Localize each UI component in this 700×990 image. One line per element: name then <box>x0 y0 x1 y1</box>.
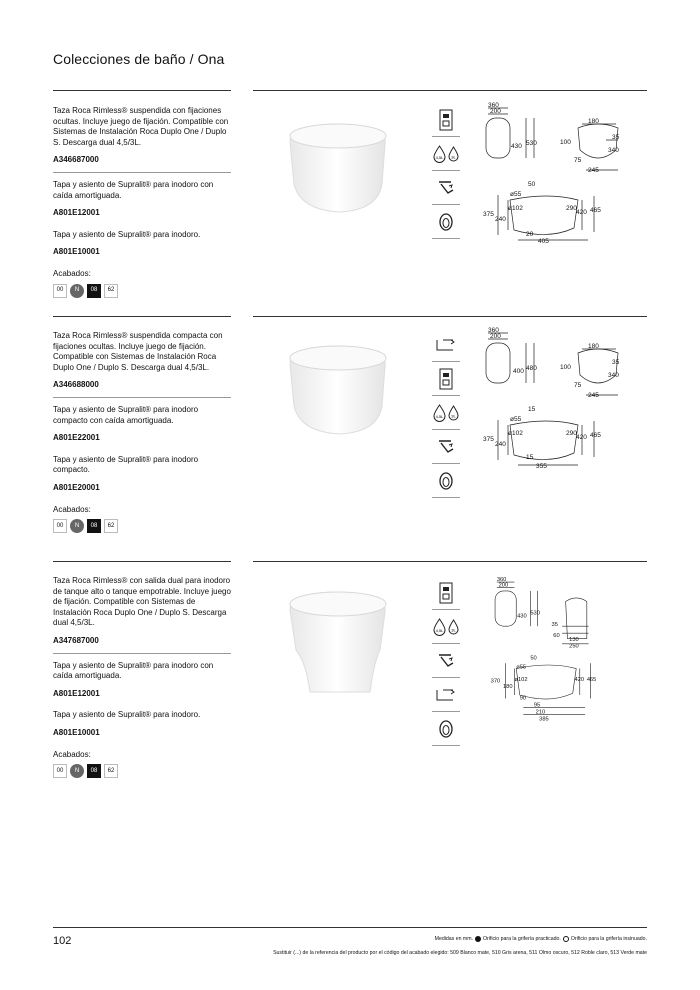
page-number: 102 <box>53 935 72 947</box>
finish-swatch[interactable]: N <box>70 284 84 298</box>
dim-label: 480 <box>526 365 537 372</box>
dimension-labels <box>483 327 620 470</box>
divider <box>53 653 231 654</box>
finish-swatch[interactable]: 62 <box>104 764 118 778</box>
dual-flush-icon <box>432 396 460 430</box>
dim-label: 340 <box>608 147 619 154</box>
dim-label: ø102 <box>508 205 523 212</box>
dim-label: 245 <box>588 167 599 174</box>
dimension-labels <box>483 102 620 245</box>
dim-label: 530 <box>526 140 537 147</box>
seat-text: Tapa y asiento de Supralit® para inodoro con caída amortiguada. <box>53 179 214 200</box>
flush-small-label: 3L <box>451 154 456 159</box>
finish-code-note: Sustituir (...) de la referencia del producto por el código del acabado elegido: 509 Blanco mate, 510 Gris arena, 511 Olmo oscuro, 512 Roble claro, 513 Verde mate <box>273 950 647 956</box>
finish-swatch[interactable]: 08 <box>87 284 101 298</box>
flush-large-label: 4,5L <box>435 154 444 160</box>
dim-label: 20 <box>526 231 534 238</box>
dimension-labels <box>491 577 597 722</box>
dim-label: 465 <box>586 676 597 683</box>
dim-label: 375 <box>483 211 494 218</box>
dim-label: 430 <box>511 143 522 150</box>
dim-label: 400 <box>513 368 524 375</box>
section-divider <box>53 561 231 562</box>
product-code: A346688000 <box>53 380 99 390</box>
measurement-unit-note: Medidas en mm. <box>434 936 474 942</box>
product-description <box>53 576 231 778</box>
seat-text: Tapa y asiento de Supralit® para inodoro con caída amortiguada. <box>53 660 214 681</box>
dim-label: 100 <box>560 139 571 146</box>
dim-label: 530 <box>530 610 540 617</box>
section-divider <box>253 316 647 317</box>
section-divider <box>53 316 231 317</box>
dim-label: 75 <box>574 157 582 164</box>
product-text: Taza Roca Rimless® suspendida compacta con fijaciones ocultas. Incluye juego de fijación. Compatible con Sistemas de Instalación Roca Duplo One / Duplo S. Descarga dual 4,5/3L. <box>53 331 223 372</box>
dim-label: 15 <box>526 454 534 461</box>
finish-swatch[interactable]: 00 <box>53 284 67 298</box>
top-divider <box>53 90 231 91</box>
dim-label: 290 <box>566 205 577 212</box>
dim-label: 360 <box>496 577 507 584</box>
dim-label: 180 <box>588 343 599 350</box>
product-text: Taza Roca Rimless® suspendida con fijaciones ocultas. Incluye juego de fijación. Compatible con Sistemas de Instalación Roca Duplo One / Duplo S. Descarga dual 4,5/3L. <box>53 106 229 147</box>
finish-swatch[interactable]: 62 <box>104 519 118 533</box>
dim-label: 465 <box>590 207 601 214</box>
top-divider <box>253 90 647 91</box>
flush-small-label: 3L <box>451 627 456 632</box>
dim-label: 75 <box>574 382 582 389</box>
finish-swatch[interactable]: 00 <box>53 764 67 778</box>
finish-swatch[interactable]: 62 <box>104 284 118 298</box>
soft-close-icon <box>432 171 460 205</box>
product-description <box>53 331 231 533</box>
finish-swatches <box>53 519 231 533</box>
feature-icons <box>432 103 460 239</box>
dim-label: 210 <box>535 709 546 716</box>
dim-label: 90 <box>519 695 527 702</box>
compact-icon <box>432 328 460 362</box>
dim-label: 200 <box>498 582 509 589</box>
dim-label: 200 <box>490 333 501 340</box>
dim-label: ø102 <box>508 430 523 437</box>
finish-swatch[interactable]: N <box>70 764 84 778</box>
finishes-label: Acabados: <box>53 749 91 759</box>
dim-label: 35 <box>612 359 620 366</box>
finishes-label: Acabados: <box>53 268 91 278</box>
dim-label: 15 <box>528 406 536 413</box>
flush-large-label: 4,5L <box>435 627 444 633</box>
dim-label: 340 <box>608 372 619 379</box>
dim-label: 430 <box>517 613 527 620</box>
wall-frame-icon <box>432 103 460 137</box>
product-code: A347687000 <box>53 635 99 645</box>
dim-label: 355 <box>536 463 547 470</box>
product-text: Taza Roca Rimless® con salida dual para inodoro de tanque alto o tanque empotrable. Incluye juego de fijación. Compatible con Sistemas de Instalación Roca Duplo One / Duplo S. Descarga dual 4,5/3L. <box>53 576 231 628</box>
dim-label: ø102 <box>514 676 528 683</box>
dim-label: 130 <box>569 637 579 644</box>
seat-code: A801E12001 <box>53 688 100 698</box>
seat-text: Tapa y asiento de Supralit® para inodoro. <box>53 710 201 720</box>
dim-label: 370 <box>490 678 501 685</box>
finish-swatch[interactable]: 08 <box>87 764 101 778</box>
dim-label: 360 <box>488 327 499 334</box>
dimension-drawing <box>478 575 648 725</box>
dual-flush-icon <box>432 137 460 171</box>
finish-swatch[interactable]: 08 <box>87 519 101 533</box>
seat-text: Tapa y asiento de Supralit® para inodoro compacto con caída amortiguada. <box>53 404 199 425</box>
rimless-icon <box>432 205 460 239</box>
divider <box>53 397 231 398</box>
finish-swatches <box>53 764 231 778</box>
wall-frame-icon <box>432 576 460 610</box>
finishes-label: Acabados: <box>53 504 91 514</box>
floor-toilet-image <box>270 580 400 700</box>
dual-flush-icon <box>432 610 460 644</box>
footer-legend <box>435 936 647 942</box>
rimless-icon <box>432 464 460 498</box>
dim-label: 420 <box>576 434 587 441</box>
soft-close-icon <box>432 644 460 678</box>
dim-label: 35 <box>612 134 620 141</box>
dim-label: 420 <box>576 209 587 216</box>
seat-text: Tapa y asiento de Supralit® para inodoro. <box>53 229 201 239</box>
wall-hung-toilet-image <box>270 112 400 232</box>
seat-text: Tapa y asiento de Supralit® para inodoro compacto. <box>53 454 199 475</box>
dim-label: 290 <box>566 430 577 437</box>
dim-label: 60 <box>553 632 560 639</box>
dim-label: 375 <box>483 436 494 443</box>
rimless-icon <box>432 712 460 746</box>
dim-label: 420 <box>574 676 585 683</box>
dim-label: 200 <box>490 108 501 115</box>
filled-hole-icon <box>475 936 481 942</box>
dim-label: 100 <box>560 364 571 371</box>
legend-filled-text: Orificio para la grifería practicado. <box>483 936 561 942</box>
dim-label: ø55 <box>510 416 522 423</box>
seat-code: A801E22001 <box>53 433 100 443</box>
dim-label: 240 <box>495 216 506 223</box>
dim-label: 240 <box>495 441 506 448</box>
flush-large-label: 4,5L <box>435 413 444 419</box>
dim-label: 50 <box>530 655 537 662</box>
seat-code: A801E10001 <box>53 727 100 737</box>
legend-open-text: Orificio para la grifería insinuado. <box>570 936 647 942</box>
wall-frame-icon <box>432 362 460 396</box>
finish-swatch[interactable]: 00 <box>53 519 67 533</box>
dim-label: 180 <box>503 683 513 690</box>
dim-label: 180 <box>588 118 599 125</box>
dim-label: 465 <box>590 432 601 439</box>
finish-swatches <box>53 284 231 298</box>
seat-code: A801E20001 <box>53 482 100 492</box>
dim-label: 50 <box>528 181 536 188</box>
dim-label: 95 <box>533 702 541 709</box>
seat-code: A801E10001 <box>53 247 100 257</box>
dimension-drawing <box>478 325 648 475</box>
seat-code: A801E12001 <box>53 208 100 218</box>
finish-swatch[interactable]: N <box>70 519 84 533</box>
dim-label: 405 <box>538 238 549 245</box>
dim-label: ø55 <box>516 664 527 671</box>
dim-label: 385 <box>539 716 549 723</box>
flush-small-label: 3L <box>451 413 456 418</box>
product-code: A346687000 <box>53 155 99 165</box>
compact-icon <box>432 678 460 712</box>
dim-label: 245 <box>588 392 599 399</box>
dim-label: 35 <box>551 622 558 629</box>
footer-divider <box>53 927 647 928</box>
open-hole-icon <box>563 936 569 942</box>
page-title: Colecciones de baño / Ona <box>53 51 225 67</box>
product-description <box>53 106 231 298</box>
feature-icons <box>432 576 460 746</box>
dim-label: 360 <box>488 102 499 109</box>
dim-label: ø55 <box>510 191 522 198</box>
section-divider <box>253 561 647 562</box>
feature-icons <box>432 328 460 498</box>
dim-label: 250 <box>569 643 579 650</box>
compact-toilet-image <box>270 334 400 454</box>
divider <box>53 172 231 173</box>
dimension-drawing <box>478 100 648 250</box>
soft-close-icon <box>432 430 460 464</box>
